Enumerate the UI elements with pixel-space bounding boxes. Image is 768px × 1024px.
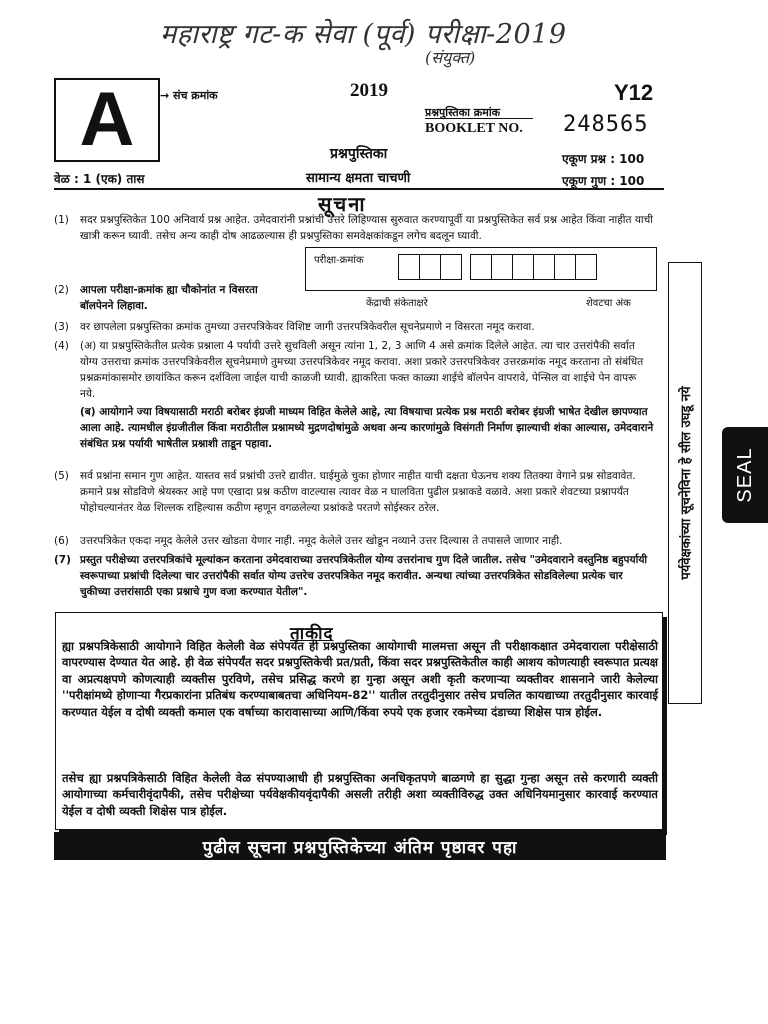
total-questions: एकूण प्रश्न : 100 [562, 152, 645, 166]
seal-label: SEAL [733, 447, 756, 503]
footer-banner: पुढील सूचना प्रश्नपुस्तिकेच्या अंतिम पृष्ठावर पहा [54, 832, 666, 860]
total-marks: एकूण गुण : 100 [562, 174, 645, 188]
instructions-title: सूचना [318, 192, 367, 216]
centre-code-caption: केंद्राची संकेताक्षरे [366, 298, 428, 309]
handwritten-subtitle: (संयुक्त) [425, 48, 476, 67]
booklet-number: 248565 [563, 112, 649, 137]
instruction-number: (7) [54, 554, 71, 566]
handwritten-exam-title: महाराष्ट्र गट-क सेवा (पूर्व) परीक्षा-2019 [160, 19, 567, 50]
warning-title: ताकीद [290, 624, 334, 644]
instruction-text: वर छापलेला प्रश्नपुस्तिका क्रमांक तुमच्या उत्तरपत्रिकेवर विशिष्ट जागी उत्तरपत्रिकेवरील सूचनेप्रमाणे न विसरता नमूद करावा. [80, 321, 535, 333]
instruction-text: सदर प्रश्नपुस्तिकेत 100 अनिवार्य प्रश्न आहेत. उमेदवारांनी प्रश्नांची उत्तरे लिहिण्यास सुरुवात करण्यापूर्वी या प्रश्नपुस्तिकेत सर्व प्रश्न आहेत किंवा नाहीत याची खात्री करून घ्यावी. तसेच अन्य काही दोष आढळल्यास ही प्रश्नपुस्तिका समवेक्षकांकडून लगेच बदलून घ्यावी. [80, 214, 654, 242]
instruction-item [54, 552, 654, 600]
instruction-text: (ब) आयोगाने ज्या विषयासाठी मराठी बरोबर इंग्रजी माध्यम विहित केलेले आहे, त्या विषयाचा प्रत्येक प्रश्न मराठी बरोबर इंग्रजी भाषेत देखील छापण्यात आला आहे. त्यामधील इंग्रजीतील किंवा मराठीतील प्रश्नामध्ये मुद्रणदोषांमुळे अथवा अन्य कारणांमुळे विसंगती निर्माण झाल्याची शंका आल्यास, उमेदवाराने संबंधित प्रश्न पर्यायी भाषेतील प्रश्नाशी ताडून पहावा. [80, 406, 654, 450]
instruction-number: (3) [54, 321, 69, 333]
instruction-item [54, 212, 654, 244]
side-notice-box [668, 262, 702, 704]
set-letter-box: A [54, 78, 160, 162]
instruction-item [54, 319, 654, 335]
booklet-title: प्रश्नपुस्तिका [330, 146, 388, 162]
roll-number-cells[interactable] [398, 254, 596, 280]
instruction-number: (6) [54, 535, 69, 547]
instruction-text: उत्तरपत्रिकेत एकदा नमूद केलेले उत्तर खोडता येणार नाही. नमूद केलेले उत्तर खोडून नव्याने उत्तर दिल्यास ते तपासले जाणार नाही. [80, 535, 563, 547]
warning-paragraph-1: ह्या प्रश्नपत्रिकेसाठी आयोगाने विहित केलेली वेळ संपेपर्यंत ही प्रश्नपुस्तिका आयोगाची मालमत्ता असून ती परीक्षाकक्षात उमेदवाराला परीक्षेसाठी वापरण्यास देण्यात येत आहे. ही वेळ संपेपर्यंत सदर प्रश्नपुस्तिकेची प्रत/प्रती, किंवा सदर प्रश्नपुस्तिकेतील काही आशय कोणत्याही स्वरूपात प्रत्यक्ष वा अप्रत्यक्षपणे कोणत्याही व्यक्तीस पुरविणे, तसेच प्रसिद्ध करणे हा गुन्हा असून अशी कृती करणाऱ्या व्यक्तीवर शासनाने जारी केलेल्या ''परीक्षांमध्ये होणाऱ्या गैरप्रकारांना प्रतिबंध करण्याबाबतचा अधिनियम-82'' यातील तरतुदीनुसार तसेच प्रचलित कायद्याच्या तरतुदीनुसार कारवाई करण्यात येईल व दोषी व्यक्ती कमाल एक वर्षाच्या कारावासाच्या आणि/किंवा रुपये एक हजार रकमेच्या दंडाच्या शिक्षेस पात्र होईल. [62, 639, 658, 719]
warning-paragraph-2: तसेच ह्या प्रश्नपत्रिकेसाठी विहित केलेली वेळ संपण्याआधी ही प्रश्नपुस्तिका अनधिकृतपणे बाळगणे हा सुद्धा गुन्हा असून तसे करणारी व्यक्ती आयोगाच्या कर्मचारीवृंदापैकी, तसेच परीक्षेच्या पर्यवेक्षकीयवृंदापैकी असली तरीही अशा व्यक्तीविरुद्ध उक्त अधिनियमानुसार कारवाई करण्यात येईल व दोषी व्यक्ती शिक्षेस पात्र होईल. [62, 771, 658, 818]
instruction-item [54, 338, 654, 402]
instruction-item [54, 282, 294, 314]
instruction-item [54, 468, 654, 516]
paper-code: Y12 [614, 80, 654, 105]
instruction-number: (4) [54, 340, 69, 352]
subject-title: सामान्य क्षमता चाचणी [306, 171, 411, 186]
instruction-item [54, 533, 654, 549]
seal-tab[interactable] [722, 427, 768, 523]
instruction-number: (2) [54, 284, 69, 296]
set-number-label: → संच क्रमांक [160, 89, 218, 102]
exam-year: 2019 [350, 80, 388, 101]
instruction-text: (अ) या प्रश्नपुस्तिकेतील प्रत्येक प्रश्नाला 4 पर्यायी उत्तरे सुचविली असून त्यांना 1, 2, 3 आणि 4 असे क्रमांक दिलेले आहेत. त्या चार उत्तरांपैकी सर्वात योग्य उत्तराचा क्रमांक उत्तरपत्रिकेवरील सूचनेप्रमाणे तुमच्या उत्तरपत्रिकेवर नमूद करावा. अशा प्रकारे उत्तरपत्रिकेवर उत्तरक्रमांक नमूद करताना तो संबंधित प्रश्नक्रमांकासमोर छायांकित करून दर्शविला जाईल याची काळजी घ्यावी. ह्याकरिता फक्त काळ्या शाईचे बॉलपेन वापरावे, पेन्सिल वा शाईचे पेन वापरू नये. [80, 340, 644, 400]
instruction-number: (1) [54, 214, 69, 226]
instruction-item [54, 404, 654, 452]
instruction-text: आपला परीक्षा-क्रमांक ह्या चौकोनांत न विसरता बॉलपेनने लिहावा. [80, 284, 258, 312]
booklet-number-label: BOOKLET NO. [425, 118, 533, 137]
exam-duration: वेळ : 1 (एक) तास [54, 172, 145, 186]
booklet-number-label-marathi: प्रश्नपुस्तिका क्रमांक [425, 106, 501, 119]
instruction-text: प्रस्तुत परीक्षेच्या उत्तरपत्रिकांचे मूल्यांकन करताना उमेदवाराच्या उत्तरपत्रिकेतील योग्य उत्तरांनाच गुण दिले जातील. तसेच "उमेदवाराने वस्तुनिष्ठ बहुपर्यायी स्वरूपाच्या प्रश्नांची दिलेल्या चार उत्तरांपैकी सर्वात योग्य उत्तरेच उत्तरपत्रिकेत नमूद करावीत. अन्यथा त्यांच्या उत्तरपत्रिकेत सोडविलेल्या प्रत्येक चार चुकीच्या उत्तरांसाठी एका प्रश्नाचे गुण वजा करण्यात येतील". [80, 554, 648, 598]
side-notice-text: पर्यवेक्षकांच्या सूचनेविना हे सील उघडू नये [679, 386, 694, 580]
instruction-text: सर्व प्रश्नांना समान गुण आहेत. यास्तव सर्व प्रश्नांची उत्तरे द्यावीत. घाईमुळे चुका होणार नाहीत याची दक्षता घेऊनच शक्य तितक्या वेगाने प्रश्न सोडवावेत. क्रमाने प्रश्न सोडविणे श्रेयस्कर आहे पण एखादा प्रश्न कठीण वाटल्यास त्यावर वेळ न घालविता पुढील प्रश्नाकडे वळावे. अशा प्रकारे शेवटच्या प्रश्नापर्यंत पोहोचल्यानंतर वेळ शिल्लक राहिल्यास कठीण म्हणून वगळलेल्या प्रश्नांकडे परतणे सोईस्कर ठरेल. [80, 470, 636, 514]
roll-number-label: परीक्षा-क्रमांक [314, 255, 364, 266]
instruction-number: (5) [54, 470, 69, 482]
last-digit-caption: शेवटचा अंक [586, 298, 631, 309]
roll-number-box[interactable] [305, 247, 657, 291]
